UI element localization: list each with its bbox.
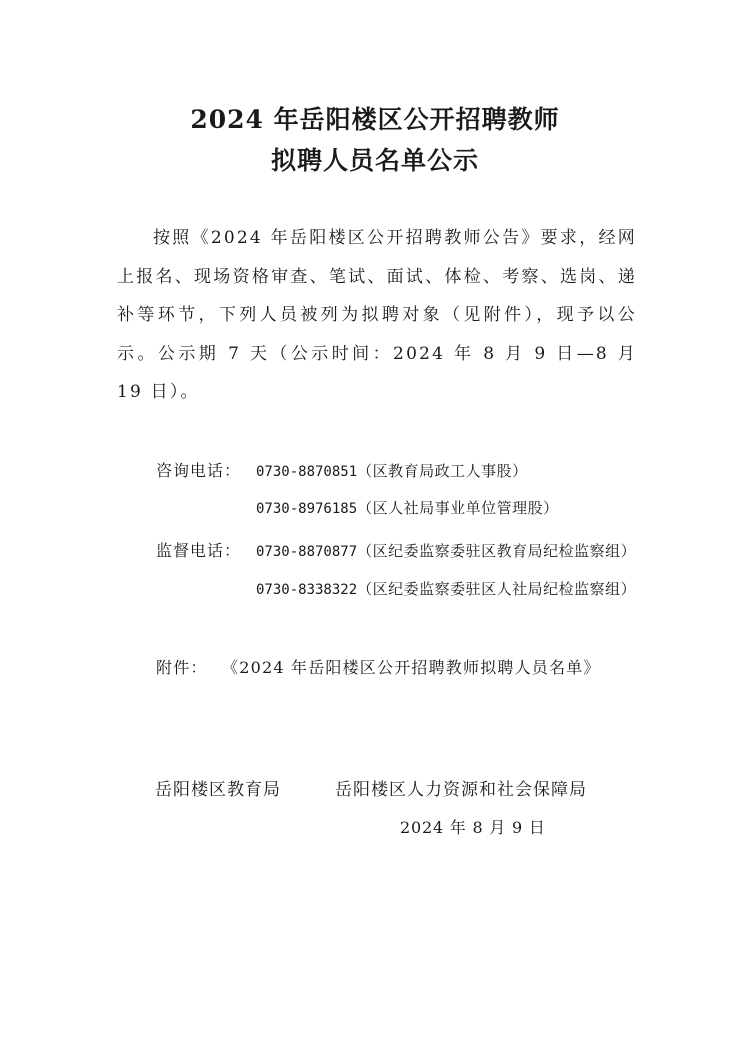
phone-number: 0730-8870877 <box>256 544 358 560</box>
signatory-hr-bureau: 岳阳楼区人力资源和社会保障局 <box>335 780 587 800</box>
contact-label: 监督电话： <box>156 541 242 560</box>
contact-row-consult-1 <box>156 458 528 481</box>
signatory-education-bureau: 岳阳楼区教育局 <box>155 780 281 800</box>
contact-row-consult-2 <box>156 497 559 518</box>
phone-number: 0730-8976185 <box>256 501 358 517</box>
announcement-body: 按照《2024 年岳阳楼区公开招聘教师公告》要求，经网上报名、现场资格审查、笔试、面试、体检、考察、选岗、递补等环节，下列人员被列为拟聘对象（见附件），现予以公示。公示期 7 天（公示时间：2024 年 8 月 9 日—8 月 19 日）。 <box>117 228 637 402</box>
phone-number: 0730-8338322 <box>256 582 358 598</box>
document-date: 2024 年 8 月 9 日 <box>400 818 546 837</box>
contact-department: （区纪委监察委驻区人社局纪检监察组） <box>357 580 637 598</box>
attachment-title: 《2024 年岳阳楼区公开招聘教师拟聘人员名单》 <box>222 658 601 677</box>
document-title-line-2: 拟聘人员名单公示 <box>270 146 479 175</box>
contact-department: （区教育局政工人事股） <box>357 462 528 480</box>
contact-department: （区人社局事业单位管理股） <box>357 499 559 517</box>
document-title-line-1: 2024 年岳阳楼区公开招聘教师 <box>190 105 560 134</box>
contact-row-supervise-2 <box>156 578 636 599</box>
attachment-label: 附件： <box>156 658 208 677</box>
contact-row-supervise-1 <box>156 538 636 561</box>
attachment-line <box>156 655 601 678</box>
contact-label: 咨询电话： <box>156 461 242 480</box>
contact-department: （区纪委监察委驻区教育局纪检监察组） <box>357 542 637 560</box>
phone-number: 0730-8870851 <box>256 464 358 480</box>
